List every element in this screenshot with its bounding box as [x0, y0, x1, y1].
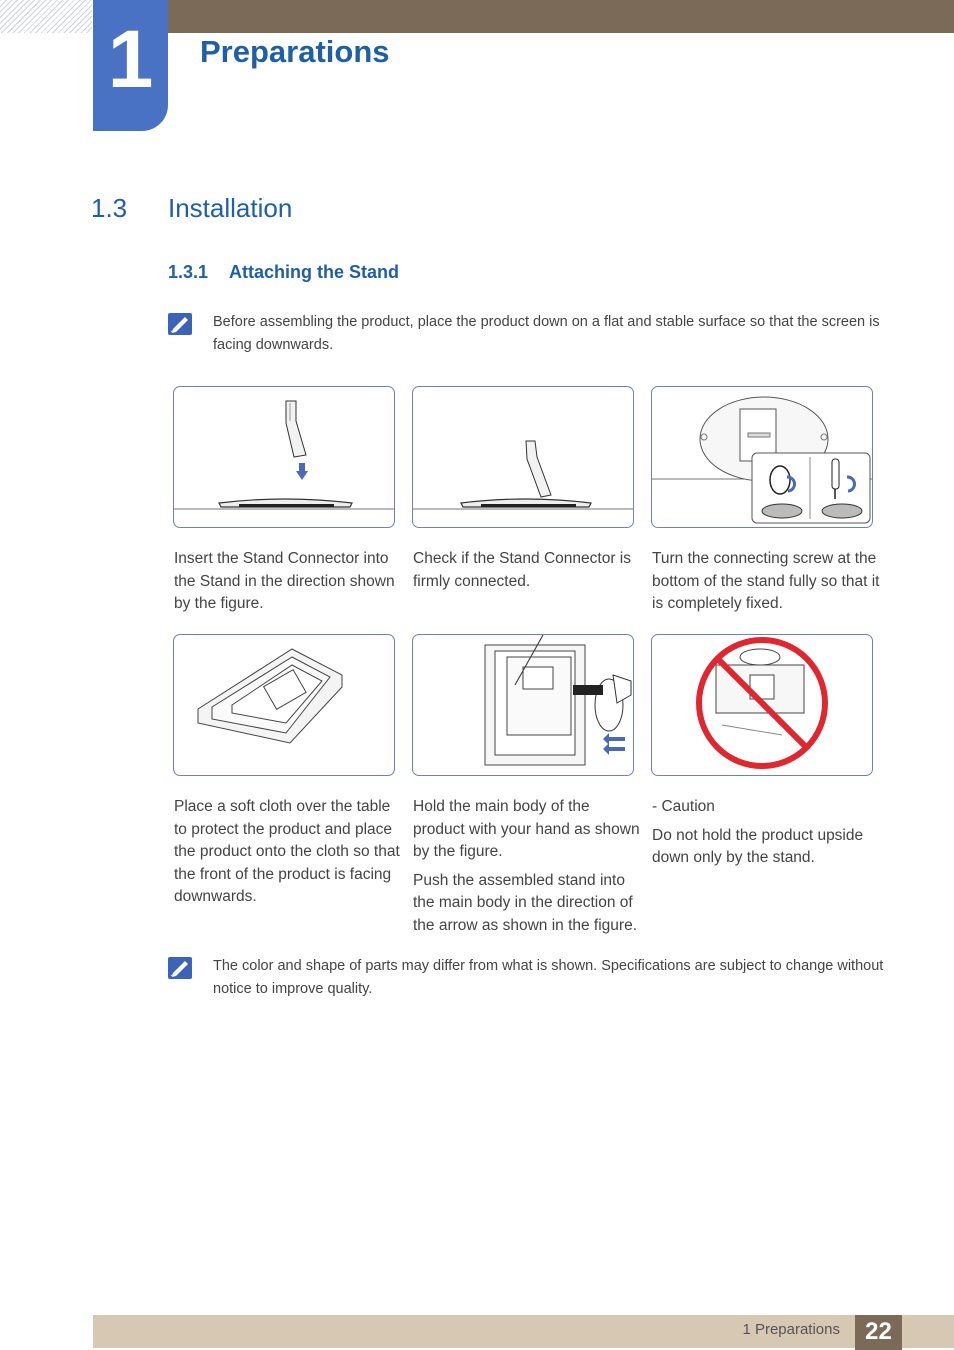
section-number: 1.3: [91, 193, 128, 223]
header-hatch: [0, 0, 92, 33]
subsection-number: 1.3.1: [168, 262, 209, 282]
figure-step-2: [412, 386, 634, 528]
step-5-caption: Hold the main body of the product with your hand as shown by the figure. Push the assembled stand into the main body in the direction of the arrow as shown in the figure.: [413, 798, 640, 934]
figure-step-5: [412, 634, 634, 776]
footer: [93, 1315, 954, 1348]
chapter-number: 1: [93, 0, 168, 131]
note-icon: [168, 313, 192, 335]
note-icon: [168, 957, 192, 979]
figure-step-4: [173, 634, 395, 776]
subsection-heading: [168, 262, 399, 283]
step-4-caption: Place a soft cloth over the table to protect the product and place the product onto the cloth so that the front of the product is facing downwards.: [174, 798, 400, 905]
section-title: Installation: [168, 193, 293, 223]
figure-step-3: [651, 386, 873, 528]
subsection-title: Attaching the Stand: [229, 262, 399, 282]
note-text: The color and shape of parts may differ from what is shown. Specifications are subject to change without notice to improve quality.: [213, 958, 884, 997]
step-2-caption: Check if the Stand Connector is firmly connected.: [413, 550, 631, 590]
step-3-caption: Turn the connecting screw at the bottom of the stand fully so that it is completely fixed.: [652, 550, 880, 612]
chapter-title: Preparations: [200, 34, 390, 69]
note-text: Before assembling the product, place the product down on a flat and stable surface so that the screen is facing downwards.: [213, 314, 880, 353]
figure-step-6: [651, 634, 873, 776]
figure-step-1: [173, 386, 395, 528]
arrow-down-icon: [296, 463, 308, 480]
header-bar: [168, 0, 954, 33]
section-heading: [91, 193, 292, 224]
footer-label: 1 Preparations: [742, 1321, 840, 1338]
note-bottom: [168, 955, 888, 1001]
step-1-caption: Insert the Stand Connector into the Stand in the direction shown by the figure.: [174, 550, 395, 612]
page-number: 22: [855, 1315, 902, 1350]
arrow-left-icon: [603, 733, 625, 755]
step-6-caption: - Caution Do not hold the product upside down only by the stand.: [652, 798, 864, 866]
note-top: [168, 311, 888, 357]
